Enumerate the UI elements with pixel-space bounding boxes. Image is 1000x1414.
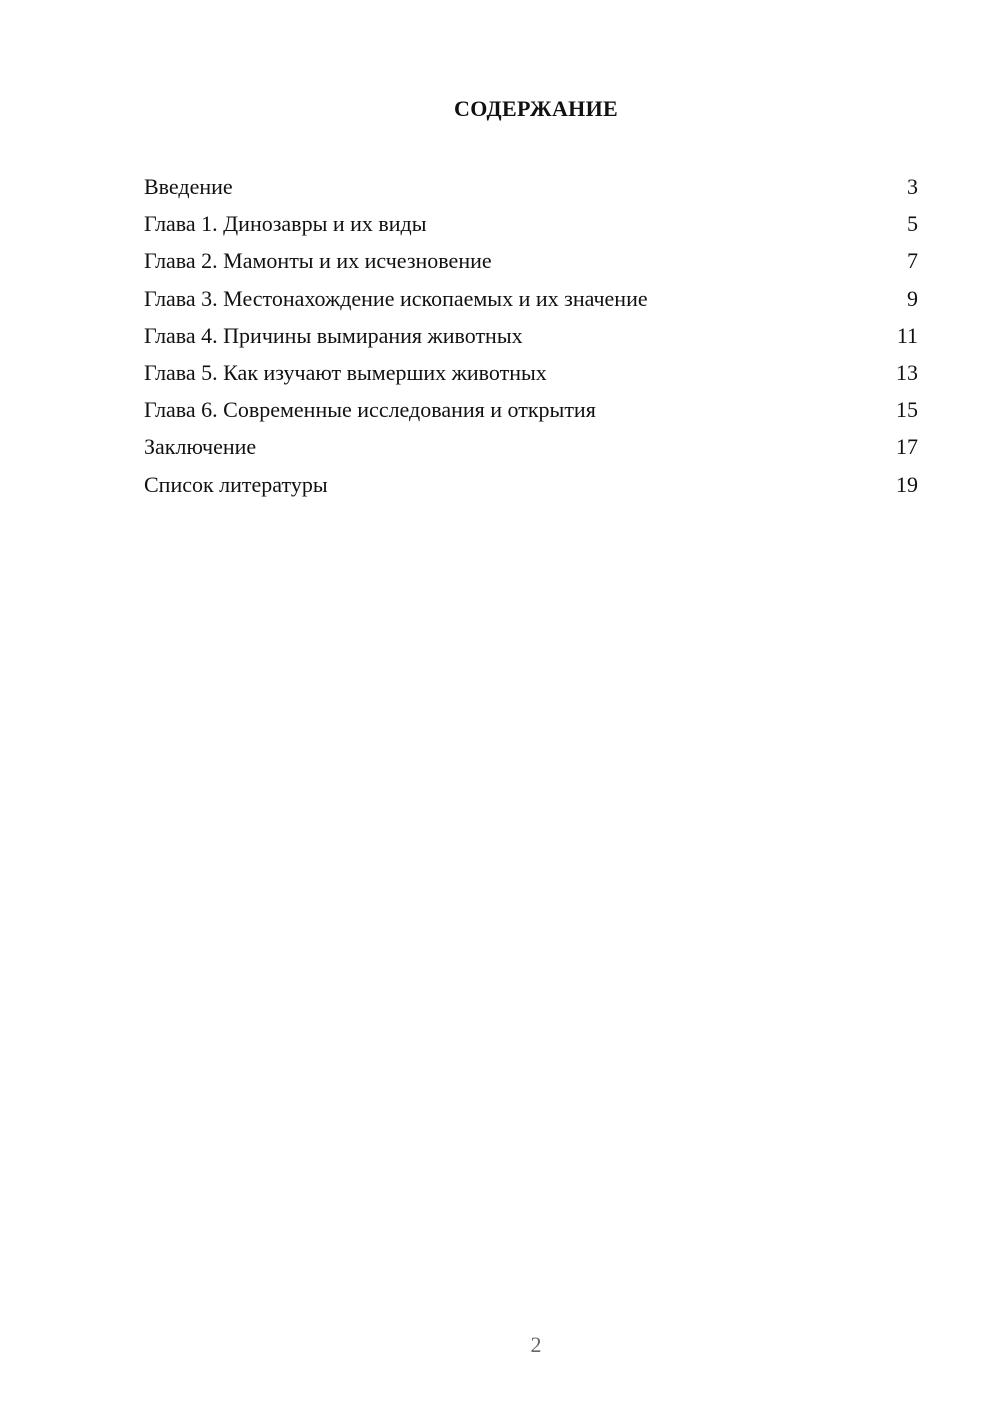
toc-entry-page: 3: [907, 174, 918, 199]
toc-entry-page: 5: [907, 211, 918, 237]
toc-entry-label: Глава 2. Мамонты и их исчезновение: [144, 248, 492, 274]
toc-entry-bibliography: [144, 466, 918, 503]
toc-entry-page: 17: [896, 434, 918, 460]
toc-title: СОДЕРЖАНИЕ: [454, 96, 618, 121]
page-number: 2: [530, 1332, 542, 1357]
toc-entry-chapter-2: [144, 242, 918, 279]
toc-entry-conclusion: [144, 428, 918, 465]
toc-entry-page: 15: [896, 397, 918, 423]
toc-entry-page: 11: [896, 322, 918, 348]
toc-entry-chapter-3: [144, 280, 918, 317]
toc-entry-introduction: [144, 168, 918, 205]
toc-entry-label: Заключение: [144, 434, 257, 460]
toc-entry-label: Глава 3. Местонахождение ископаемых и их значение: [144, 285, 648, 311]
toc-entry-label: Введение: [144, 174, 233, 199]
toc-entry-chapter-1: [144, 205, 918, 242]
toc-entry-label: Глава 6. Современные исследования и открытия: [144, 397, 596, 423]
toc-entry-page: 7: [907, 248, 918, 274]
toc-entry-chapter-5: [144, 354, 918, 391]
toc-entry-label: Глава 1. Динозавры и их виды: [144, 211, 427, 237]
toc-entry-page: 19: [896, 471, 918, 497]
toc-entry-label: Список литературы: [144, 471, 328, 497]
toc-entry-label: Глава 4. Причины вымирания животных: [144, 322, 523, 348]
toc-entry-page: 9: [907, 285, 918, 311]
table-of-contents: [144, 168, 918, 503]
toc-entry-page: 13: [896, 359, 918, 385]
toc-entry-label: Глава 5. Как изучают вымерших животных: [144, 359, 547, 385]
toc-entry-chapter-6: [144, 391, 918, 428]
toc-entry-chapter-4: [144, 317, 918, 354]
